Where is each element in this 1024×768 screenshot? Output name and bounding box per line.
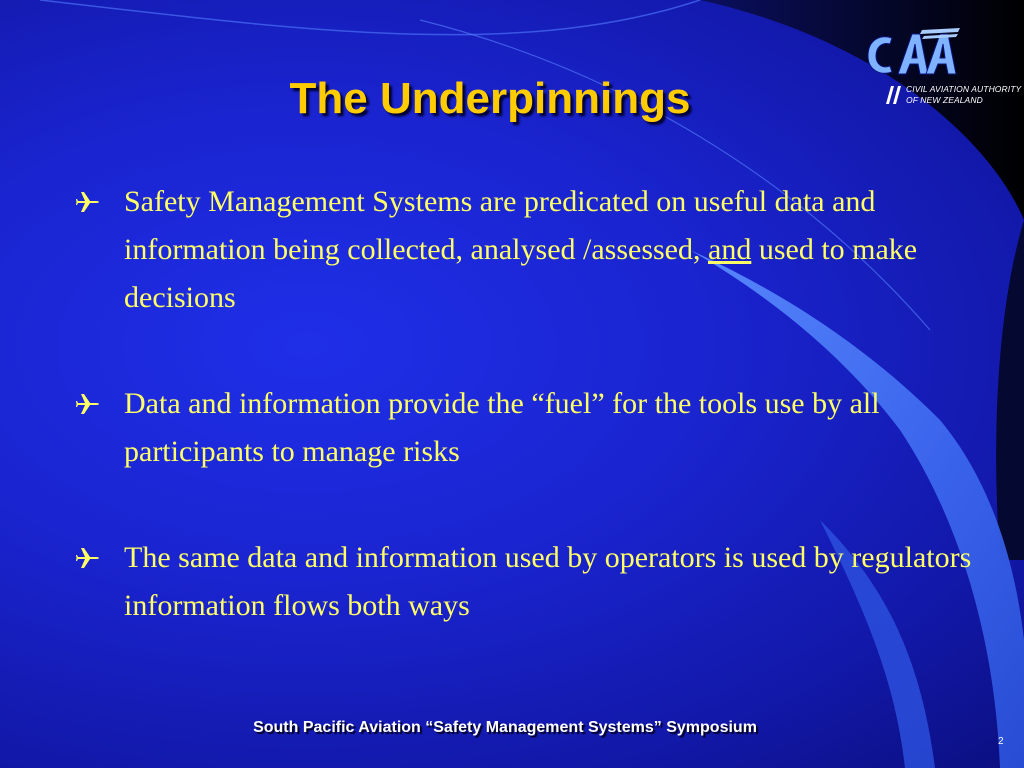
bullet-text-1-part-a: Safety Management Systems are predicated on useful data and information being collected, analysed /assessed, (124, 185, 876, 266)
bullet-text-2: Data and information provide the “fuel” for the tools use by all participants to manage risks (124, 387, 880, 468)
page-number: 2 (998, 736, 1004, 747)
dark-lower-band (996, 220, 1024, 560)
slide-title: The Underpinnings (289, 74, 691, 123)
bullet-text-1-part-b: used to make decisions (124, 233, 918, 314)
bullet-item-2 (72, 380, 972, 476)
bullet-item-3 (72, 534, 972, 630)
bullet-text-1 (124, 178, 972, 322)
airplane-icon (76, 190, 100, 214)
thin-arc-line (40, 0, 700, 35)
underlined-and: and (708, 233, 752, 266)
bullet-text-3: The same data and information used by operators is used by regulators information flows both ways (124, 541, 972, 622)
bullet-list (72, 178, 972, 630)
footer-text: South Pacific Aviation “Safety Management Systems” Symposium (253, 719, 757, 736)
airplane-icon (76, 546, 100, 570)
logo-text-line2: OF NEW ZEALAND (906, 95, 983, 105)
airplane-icon (76, 392, 100, 416)
logo-text-line1: CIVIL AVIATION AUTHORITY (906, 84, 1022, 94)
bullet-item-1 (72, 178, 972, 322)
